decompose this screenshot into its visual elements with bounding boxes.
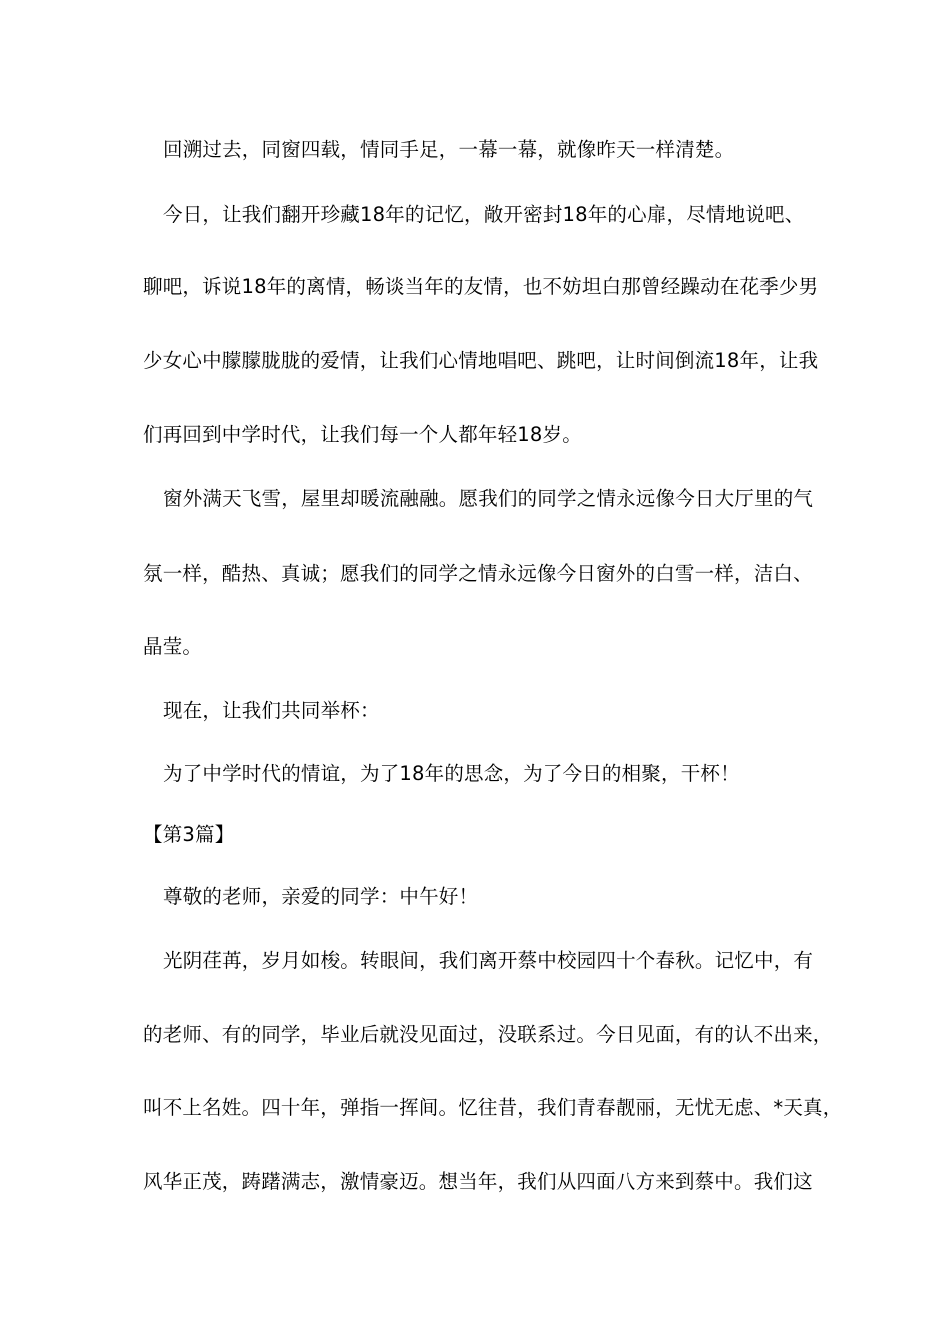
paragraph-line: 叫不上名姓。四十年，弹指一挥间。忆往昔，我们青春靓丽，无忧无虑、*天真， [143, 1096, 843, 1119]
paragraph-line: 的老师、有的同学，毕业后就没见面过，没联系过。今日见面，有的认不出来， [143, 1023, 833, 1046]
paragraph-line: 尊敬的老师，亲爱的同学：中午好！ [163, 885, 479, 908]
paragraph-line: 们再回到中学时代，让我们每一个人都年轻18岁。 [143, 423, 582, 446]
paragraph-line: 晶莹。 [143, 635, 203, 658]
paragraph-line: 光阴荏苒，岁月如梭。转眼间，我们离开蔡中校园四十个春秋。记忆中，有 [163, 949, 814, 972]
paragraph-line: 现在，让我们共同举杯： [163, 699, 380, 722]
paragraph-line: 少女心中朦朦胧胧的爱情，让我们心情地唱吧、跳吧，让时间倒流18年，让我 [143, 349, 819, 372]
section-heading: 【第3篇】 [143, 823, 235, 846]
paragraph-line: 回溯过去，同窗四载，情同手足，一幕一幕，就像昨天一样清楚。 [163, 138, 735, 161]
paragraph-line: 窗外满天飞雪，屋里却暖流融融。愿我们的同学之情永远像今日大厅里的气 [163, 487, 814, 510]
paragraph-line: 氛一样，酷热、真诚；愿我们的同学之情永远像今日窗外的白雪一样，洁白、 [143, 562, 813, 585]
paragraph-line: 今日，让我们翻开珍藏18年的记忆，敞开密封18年的心扉，尽情地说吧、 [163, 203, 805, 226]
paragraph-line: 为了中学时代的情谊，为了18年的思念，为了今日的相聚，干杯！ [163, 762, 740, 785]
paragraph-line: 聊吧，诉说18年的离情，畅谈当年的友情，也不妨坦白那曾经躁动在花季少男 [143, 275, 819, 298]
paragraph-line: 风华正茂，踌躇满志，激情豪迈。想当年，我们从四面八方来到蔡中。我们这 [143, 1170, 813, 1193]
